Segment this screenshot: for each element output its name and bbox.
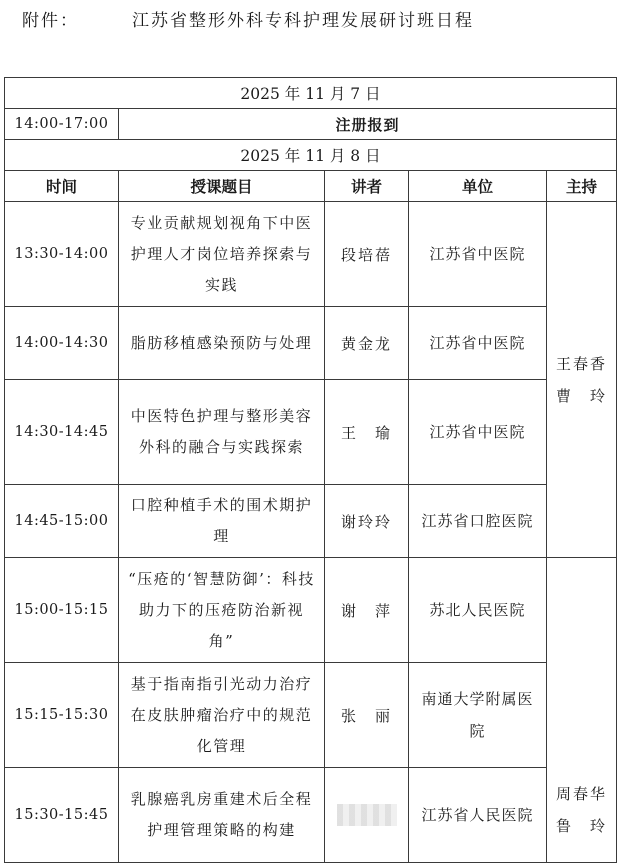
session-unit: 江苏省人民医院 [409,768,547,863]
column-header-unit: 单位 [409,171,547,202]
table-row [5,768,617,863]
redaction-blur [337,804,397,826]
session-speaker: 王 瑜 [325,380,409,485]
host-cell-2 [547,558,617,863]
table-row [5,485,617,558]
session-unit: 南通大学附属医院 [409,663,547,768]
host-name: 王春香 [555,354,607,373]
host-name: 曹 玲 [555,386,607,405]
table-row [5,558,617,663]
session-speaker: 谢玲玲 [325,485,409,558]
table-row [5,307,617,380]
document-title: 江苏省整形外科专科护理发展研讨班日程 [132,11,474,31]
session-unit: 江苏省中医院 [409,307,547,380]
session-unit: 苏北人民医院 [409,558,547,663]
host-cell-1 [547,202,617,558]
session-topic: 中医特色护理与整形美容外科的融合与实践探索 [119,380,325,485]
table-row [5,380,617,485]
session-speaker: 谢 萍 [325,558,409,663]
session-topic: 脂肪移植感染预防与处理 [119,307,325,380]
session-time: 15:15-15:30 [5,663,119,768]
attachment-label: 附件： [22,11,79,31]
date-row-day1 [5,78,617,109]
session-unit: 江苏省中医院 [409,202,547,307]
session-topic: 口腔种植手术的围术期护理 [119,485,325,558]
session-time: 15:30-15:45 [5,768,119,863]
session-speaker: 段培蓓 [325,202,409,307]
column-header-time: 时间 [5,171,119,202]
session-topic: 专业贡献规划视角下中医护理人才岗位培养探索与实践 [119,202,325,307]
session-unit: 江苏省中医院 [409,380,547,485]
session-time: 14:45-15:00 [5,485,119,558]
session-time: 14:30-14:45 [5,380,119,485]
session-unit: 江苏省口腔医院 [409,485,547,558]
session-topic: 基于指南指引光动力治疗在皮肤肿瘤治疗中的规范化管理 [119,663,325,768]
table-row [5,663,617,768]
host-name: 鲁 玲 [555,817,607,835]
column-header-host: 主持 [547,171,617,202]
session-time: 13:30-14:00 [5,202,119,307]
column-header-speaker: 讲者 [325,171,409,202]
session-time: 14:00-14:30 [5,307,119,380]
document-header [22,6,610,36]
session-speaker: 黄金龙 [325,307,409,380]
session-topic: “压疮的‘智慧防御’：科技助力下的压疮防治新视角” [119,558,325,663]
column-header-row [5,171,617,202]
registration-time: 14:00-17:00 [5,109,119,140]
schedule-table [4,77,617,863]
session-time: 15:00-15:15 [5,558,119,663]
session-speaker: 张 丽 [325,663,409,768]
table-row [5,202,617,307]
registration-row [5,109,617,140]
registration-event: 注册报到 [119,109,617,140]
session-speaker-redacted [325,768,409,863]
date-day2: 2025 年 11 月 8 日 [5,140,617,171]
session-topic: 乳腺癌乳房重建术后全程护理管理策略的构建 [119,768,325,863]
date-day1: 2025 年 11 月 7 日 [5,78,617,109]
date-row-day2 [5,140,617,171]
host-name: 周春华 [555,785,607,803]
column-header-topic: 授课题目 [119,171,325,202]
